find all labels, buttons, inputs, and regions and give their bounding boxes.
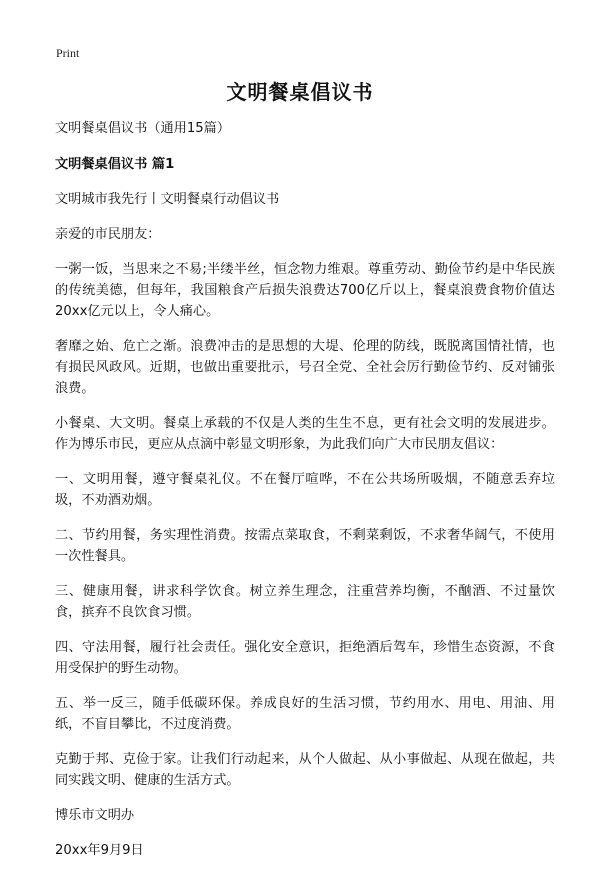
paragraph-item-5: 五、举一反三，随手低碳环保。养成良好的生活习惯，节约用水、用电、用油、用纸，不盲目攀比，不过度消费。 [55,696,555,732]
document-subtitle: 文明餐桌倡议书（通用15篇） [55,121,231,136]
document-title: 文明餐桌倡议书 [226,80,374,104]
paragraph-context: 奢靡之始、危亡之渐。浪费冲击的是思想的大堤、伦理的防线，既脱离国情社情，也有损民风政风。近期，也做出重要批示，号召全党、全社会厉行勤俭节约、反对铺张浪费。 [55,339,555,396]
section-heading: 文明餐桌倡议书 篇1 [55,157,175,172]
signature-date: 20xx年9月9日 [55,843,144,858]
paragraph-closing: 克勤于邦、克俭于家。让我们行动起来，从个人做起、从小事做起、从现在做起，共同实践文明、健康的生活方式。 [55,752,555,788]
document-body [55,118,555,875]
paragraph-salutation: 亲爱的市民朋友： [55,227,161,242]
print-link[interactable]: Print [56,46,80,60]
paragraph-item-3: 三、健康用餐，讲求科学饮食。树立养生理念，注重营养均衡，不酗酒、不过量饮食，摈弃不良饮食习惯。 [55,584,555,620]
paragraph-proposal: 小餐桌、大文明。餐桌上承载的不仅是人类的生生不息，更有社会文明的发展进步。作为博乐市民，更应从点滴中彰显文明形象，为此我们向广大市民朋友倡议： [55,416,555,452]
paragraph-item-4: 四、守法用餐，履行社会责任。强化安全意识，拒绝酒后驾车，珍惜生态资源，不食用受保护的野生动物。 [55,640,555,676]
paragraph-item-1: 一、文明用餐，遵守餐桌礼仪。不在餐厅喧哗，不在公共场所吸烟，不随意丢弃垃圾，不劝酒劝烟。 [55,472,555,508]
paragraph-item-2: 二、节约用餐，务实理性消费。按需点菜取食，不剩菜剩饭，不求奢华阔气，不使用一次性餐具。 [55,528,555,564]
signature-organization: 博乐市文明办 [55,808,135,823]
paragraph-intro: 一粥一饭，当思来之不易;半缕半丝，恒念物力维艰。尊重劳动、勤俭节约是中华民族的传统美德，但每年，我国粮食产后损失浪费达700亿斤以上，餐桌浪费食物价值达20xx亿元以上，令人痛心。 [55,262,555,319]
paragraph-slogan: 文明城市我先行丨文明餐桌行动倡议书 [55,192,280,207]
